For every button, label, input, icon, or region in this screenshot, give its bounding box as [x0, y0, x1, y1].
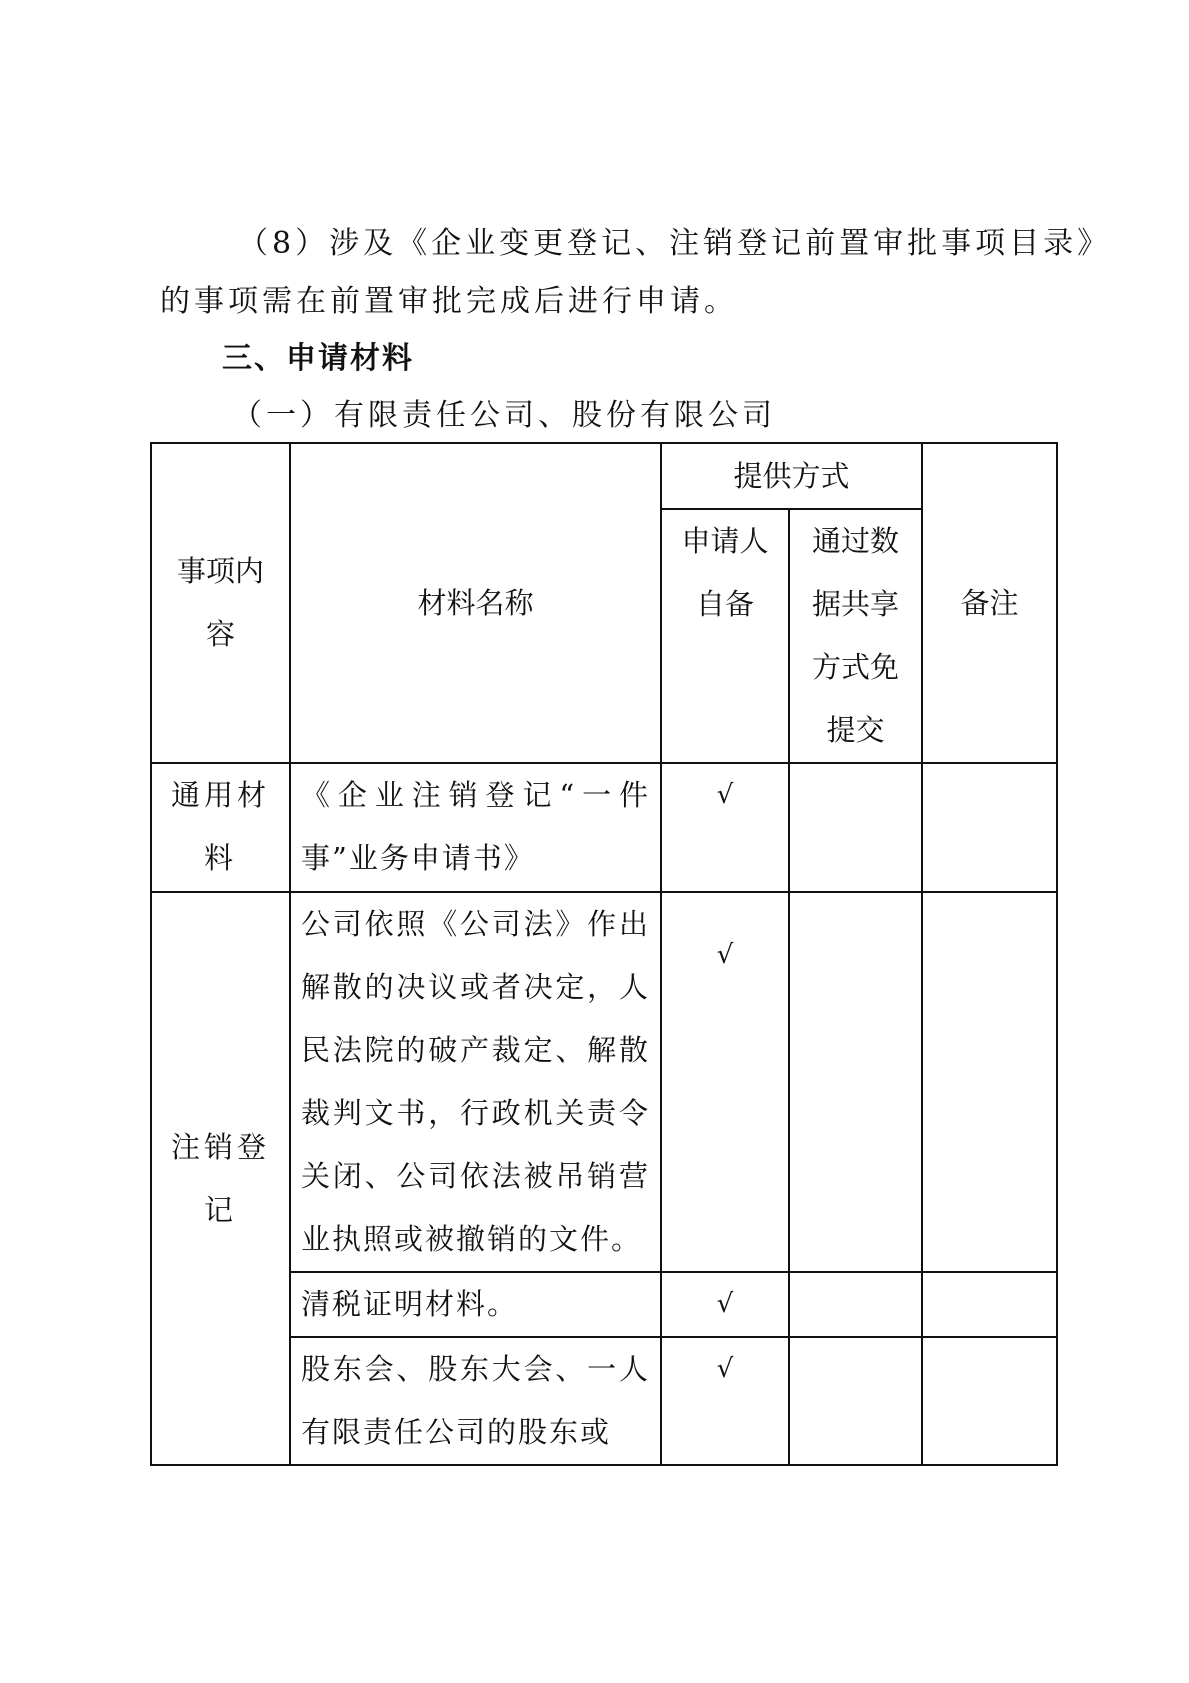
row-data-sharing [789, 892, 922, 1272]
table-row [151, 892, 1057, 1272]
row-material: 股东会、股东大会、一人有限责任公司的股东或 [290, 1337, 661, 1465]
row-data-sharing [789, 1337, 922, 1465]
header-data-sharing: 通过数据共享方式免提交 [789, 509, 922, 763]
table-header-row [151, 443, 1057, 509]
section-heading: 三、申请材料 [222, 341, 414, 376]
row-category: 注销登记 [151, 892, 290, 1465]
materials-table [150, 442, 1058, 1466]
header-item: 事项内容 [151, 443, 290, 763]
row-material: 《企业注销登记“一件事”业务申请书》 [290, 763, 661, 892]
row-material: 清税证明材料。 [290, 1272, 661, 1337]
row-remarks [922, 892, 1057, 1272]
row-data-sharing [789, 1272, 922, 1337]
header-self-provided: 申请人自备 [661, 509, 789, 763]
subsection-heading: （一）有限责任公司、股份有限公司 [232, 398, 776, 433]
check-mark-self-provided: √ [661, 1337, 789, 1465]
row-remarks [922, 1272, 1057, 1337]
table-row [151, 763, 1057, 892]
paragraph-line-2: 的事项需在前置审批完成后进行申请。 [160, 284, 738, 319]
check-mark-self-provided: √ [661, 1272, 789, 1337]
row-category: 通用材料 [151, 763, 290, 892]
row-material: 公司依照《公司法》作出解散的决议或者决定，人民法院的破产裁定、解散裁判文书，行政机关责令关闭、公司依法被吊销营业执照或被撤销的文件。 [290, 892, 661, 1272]
header-material-name: 材料名称 [290, 443, 661, 763]
header-provision-method: 提供方式 [661, 443, 922, 509]
check-mark-self-provided: √ [661, 892, 789, 1272]
row-remarks [922, 1337, 1057, 1465]
row-data-sharing [789, 763, 922, 892]
row-remarks [922, 763, 1057, 892]
header-remarks: 备注 [922, 443, 1057, 763]
paragraph-line-1: （8）涉及《企业变更登记、注销登记前置审批事项目录》 [238, 226, 1112, 261]
check-mark-self-provided: √ [661, 763, 789, 892]
